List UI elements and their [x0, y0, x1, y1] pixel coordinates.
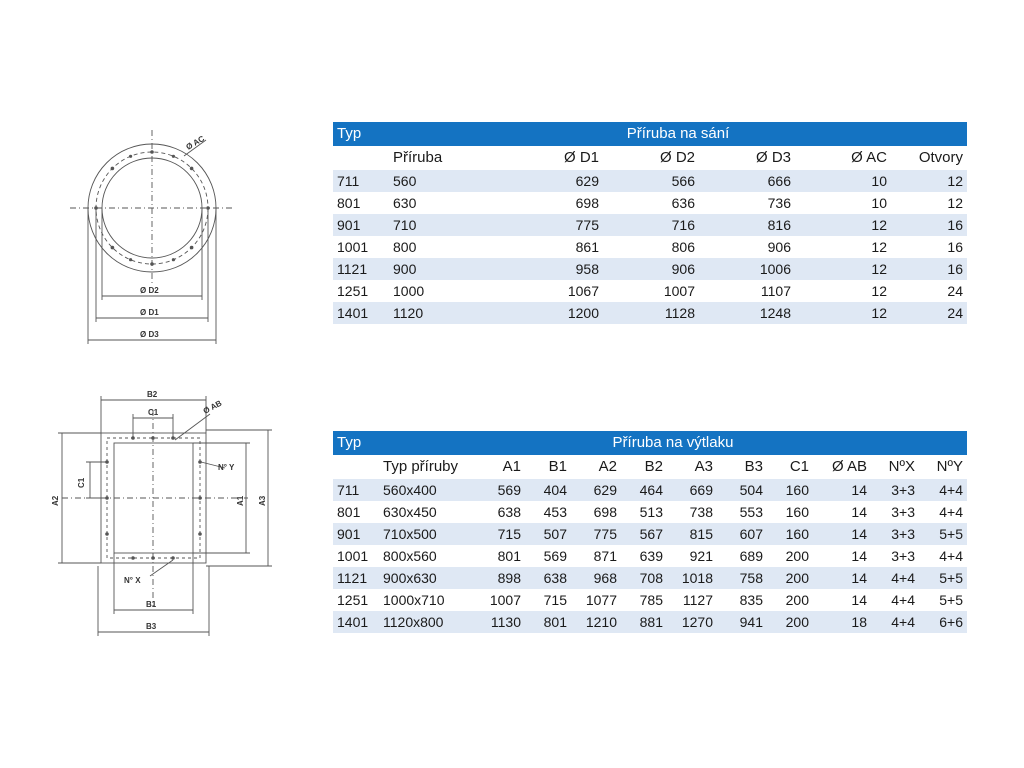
table-cell: 968: [593, 570, 617, 586]
table-cell: 14: [851, 592, 867, 608]
table-cell: 758: [739, 570, 763, 586]
table-cell: 708: [639, 570, 663, 586]
table-cell: 4+4: [939, 504, 963, 520]
table-cell: 738: [689, 504, 713, 520]
table-cell: 14: [851, 482, 867, 498]
table-cell: 1121: [337, 261, 368, 277]
table-cell: 160: [785, 504, 809, 520]
table-cell: 1000: [393, 283, 425, 299]
table-row: [333, 170, 967, 192]
table-cell: 4+4: [891, 592, 915, 608]
label-c1-top: C1: [148, 408, 159, 417]
column-header: C1: [789, 458, 809, 475]
table-cell: 716: [671, 217, 695, 233]
table-cell: 630: [393, 195, 417, 211]
table-cell: 835: [739, 592, 763, 608]
table-cell: 800: [393, 239, 417, 255]
table-row: [333, 523, 967, 545]
table-cell: 3+3: [891, 526, 915, 542]
table-cell: 801: [337, 504, 361, 520]
table-cell: 861: [575, 239, 599, 255]
column-header: Typ příruby: [383, 458, 459, 475]
table-cell: 24: [947, 305, 963, 321]
table-row: [333, 567, 967, 589]
table-cell: 1121: [337, 570, 368, 586]
table-cell: 18: [851, 614, 867, 630]
table-cell: 1248: [759, 305, 791, 321]
column-header: NºY: [936, 458, 963, 475]
label-d1: Ø D1: [140, 308, 159, 317]
table-cell: 900: [393, 261, 417, 277]
table-cell: 569: [543, 548, 567, 564]
discharge-header-bar: [333, 431, 967, 455]
table-cell: 404: [543, 482, 567, 498]
table-cell: 1067: [567, 283, 599, 299]
table-cell: 200: [785, 548, 809, 564]
table-row: [333, 280, 967, 302]
column-header: [333, 146, 389, 170]
table-cell: 1251: [337, 283, 369, 299]
table-cell: 160: [785, 526, 809, 542]
table-cell: 5+5: [939, 592, 963, 608]
discharge-flange-table: [333, 431, 967, 633]
table-cell: 12: [871, 239, 887, 255]
table-cell: 1130: [490, 614, 521, 630]
label-b2: B2: [147, 390, 158, 399]
table-cell: 736: [767, 195, 791, 211]
table-cell: 941: [739, 614, 763, 630]
table-cell: 12: [871, 283, 887, 299]
label-ac: Ø AC: [184, 134, 207, 152]
table-cell: 1401: [337, 614, 369, 630]
table-cell: 901: [337, 526, 361, 542]
table-cell: 1200: [567, 305, 599, 321]
table-cell: 14: [851, 526, 867, 542]
column-header: [333, 455, 379, 479]
discharge-typ-label: Typ: [337, 434, 362, 451]
table-cell: 815: [689, 526, 713, 542]
table-cell: 567: [639, 526, 663, 542]
table-cell: 900x630: [383, 570, 437, 586]
table-cell: 12: [871, 305, 887, 321]
table-cell: 1000x710: [383, 592, 445, 608]
table-cell: 1120x800: [383, 614, 444, 630]
table-cell: 711: [337, 482, 360, 498]
table-cell: 669: [689, 482, 713, 498]
table-row: [333, 611, 967, 633]
table-cell: 507: [543, 526, 567, 542]
table-cell: 1001: [337, 548, 369, 564]
table-cell: 689: [739, 548, 763, 564]
table-cell: 636: [671, 195, 695, 211]
table-cell: 906: [671, 261, 695, 277]
column-header: B3: [744, 458, 763, 475]
table-row: [333, 214, 967, 236]
table-cell: 871: [593, 548, 617, 564]
table-cell: 1127: [682, 592, 713, 608]
table-cell: 4+4: [891, 614, 915, 630]
table-cell: 24: [947, 283, 963, 299]
table-cell: 453: [543, 504, 567, 520]
table-cell: 4+4: [939, 482, 963, 498]
table-cell: 14: [851, 548, 867, 564]
table-cell: 785: [639, 592, 663, 608]
table-cell: 710: [393, 217, 417, 233]
table-cell: 666: [767, 173, 791, 189]
table-cell: 607: [739, 526, 763, 542]
table-cell: 566: [671, 173, 695, 189]
column-header: Otvory: [918, 149, 963, 166]
table-cell: 513: [639, 504, 663, 520]
table-cell: 14: [851, 504, 867, 520]
table-cell: 4+4: [891, 570, 915, 586]
table-cell: 6+6: [939, 614, 963, 630]
column-header: B1: [548, 458, 567, 475]
label-d2: Ø D2: [140, 286, 159, 295]
table-cell: 816: [767, 217, 791, 233]
table-cell: 200: [785, 614, 809, 630]
table-cell: 3+3: [891, 482, 915, 498]
table-cell: 715: [543, 592, 567, 608]
table-cell: 16: [947, 239, 963, 255]
table-cell: 504: [739, 482, 763, 498]
table-cell: 1251: [337, 592, 369, 608]
table-cell: 898: [497, 570, 521, 586]
table-cell: 711: [337, 173, 360, 189]
table-cell: 775: [593, 526, 617, 542]
table-cell: 638: [497, 504, 521, 520]
column-header: A2: [598, 458, 617, 475]
label-a2: A2: [51, 495, 60, 506]
table-cell: 806: [671, 239, 695, 255]
table-cell: 906: [767, 239, 791, 255]
label-d3: Ø D3: [140, 330, 159, 339]
table-cell: 10: [871, 195, 887, 211]
table-cell: 1270: [681, 614, 713, 630]
table-cell: 1077: [585, 592, 617, 608]
table-cell: 14: [851, 570, 867, 586]
table-row: [333, 545, 967, 567]
table-cell: 1401: [337, 305, 369, 321]
table-cell: 1001: [337, 239, 369, 255]
table-cell: 200: [785, 592, 809, 608]
column-header: Ø AB: [831, 458, 867, 475]
label-ny: N° Y: [218, 463, 235, 472]
table-cell: 698: [575, 195, 599, 211]
ab-leader: [175, 414, 210, 440]
table-cell: 569: [497, 482, 521, 498]
table-cell: 560x400: [383, 482, 437, 498]
table-cell: 630x450: [383, 504, 437, 520]
table-cell: 3+3: [891, 504, 915, 520]
table-cell: 10: [871, 173, 887, 189]
table-cell: 1007: [663, 283, 695, 299]
table-cell: 12: [871, 217, 887, 233]
label-a1: A1: [236, 495, 245, 506]
column-header: NºX: [888, 458, 915, 475]
table-row: [333, 302, 967, 324]
table-cell: 12: [947, 173, 963, 189]
suction-typ-label: Typ: [337, 125, 362, 142]
label-c1-left: C1: [77, 477, 86, 488]
label-b3: B3: [146, 622, 157, 631]
rect-flange-drawing: [58, 396, 272, 636]
table-cell: 715: [497, 526, 521, 542]
table-cell: 1007: [489, 592, 521, 608]
table-cell: 639: [639, 548, 663, 564]
table-cell: 12: [871, 261, 887, 277]
suction-flange-table: [333, 122, 967, 324]
discharge-table-title: Příruba na výtlaku: [612, 434, 734, 451]
table-cell: 12: [947, 195, 963, 211]
label-nx: N° X: [124, 576, 141, 585]
column-header: Příruba: [393, 149, 443, 166]
table-cell: 553: [739, 504, 763, 520]
table-cell: 801: [337, 195, 361, 211]
label-ab: Ø AB: [201, 398, 224, 416]
table-cell: 629: [575, 173, 599, 189]
suction-header-bar: [333, 122, 967, 146]
table-cell: 1107: [760, 283, 791, 299]
table-cell: 200: [785, 570, 809, 586]
table-cell: 698: [593, 504, 617, 520]
table-cell: 881: [639, 614, 663, 630]
table-row: [333, 258, 967, 280]
column-header: Ø AC: [851, 149, 887, 166]
table-cell: 958: [575, 261, 599, 277]
table-cell: 800x560: [383, 548, 437, 564]
column-header: Ø D2: [659, 149, 695, 166]
table-cell: 464: [639, 482, 663, 498]
column-header: Ø D1: [563, 149, 599, 166]
table-cell: 4+4: [939, 548, 963, 564]
discharge-column-headers: [333, 455, 967, 479]
table-row: [333, 501, 967, 523]
table-cell: 629: [593, 482, 617, 498]
table-cell: 5+5: [939, 526, 963, 542]
table-cell: 1128: [664, 305, 695, 321]
table-row: [333, 192, 967, 214]
column-header: B2: [644, 458, 663, 475]
table-cell: 1018: [681, 570, 713, 586]
table-row: [333, 236, 967, 258]
table-cell: 775: [575, 217, 599, 233]
table-cell: 5+5: [939, 570, 963, 586]
table-cell: 16: [947, 261, 963, 277]
table-cell: 638: [543, 570, 567, 586]
suction-column-headers: [333, 146, 967, 170]
table-cell: 16: [947, 217, 963, 233]
table-cell: 560: [393, 173, 417, 189]
suction-table-title: Příruba na sání: [626, 125, 730, 142]
table-cell: 3+3: [891, 548, 915, 564]
table-cell: 801: [543, 614, 567, 630]
column-header: A1: [502, 458, 521, 475]
table-cell: 1006: [759, 261, 791, 277]
label-b1: B1: [146, 600, 157, 609]
table-cell: 801: [497, 548, 521, 564]
table-cell: 160: [785, 482, 809, 498]
table-cell: 1210: [585, 614, 617, 630]
table-row: [333, 589, 967, 611]
table-cell: 901: [337, 217, 361, 233]
table-row: [333, 479, 967, 501]
table-cell: 710x500: [383, 526, 437, 542]
column-header: A3: [694, 458, 713, 475]
label-a3: A3: [258, 495, 267, 506]
table-cell: 921: [689, 548, 713, 564]
table-cell: 1120: [393, 305, 424, 321]
column-header: Ø D3: [755, 149, 791, 166]
